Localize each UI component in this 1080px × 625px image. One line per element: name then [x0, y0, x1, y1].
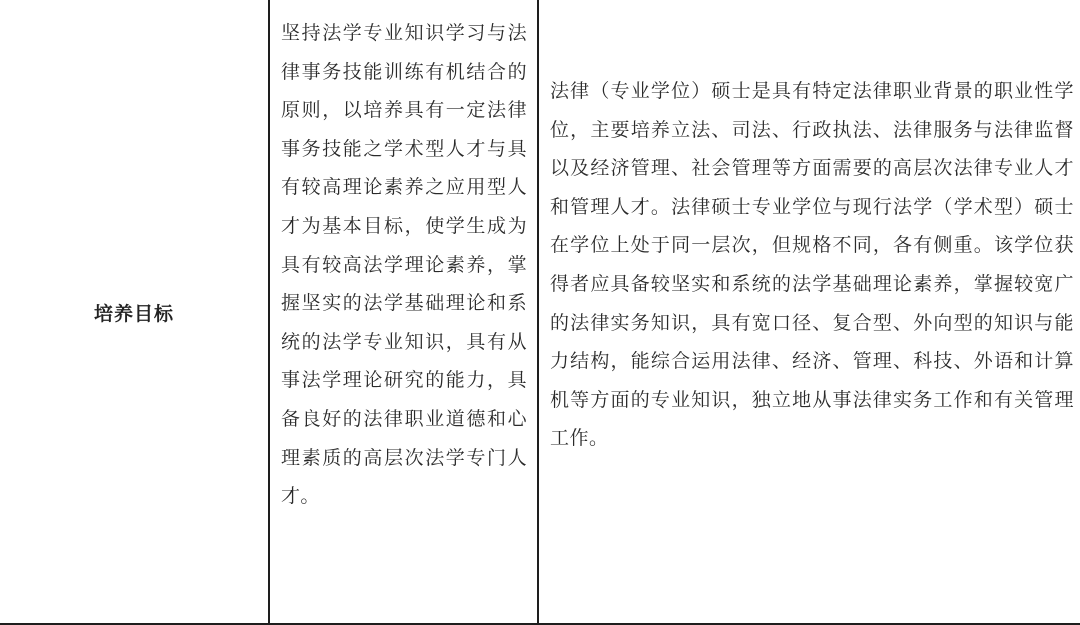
- row-label: 培养目标: [93, 303, 174, 325]
- professional-degree-text: 法律（专业学位）硕士是具有特定法律职业背景的职业性学位，主要培养立法、司法、行政执法、法律服务与法律监督以及经济管理、社会管理等方面需要的高层次法律专业人才和管理人才。法律硕士专业学位与现行法学（学术型）硕士在学位上处于同一层次，但规格不同，各有侧重。该学位获得者应具备较坚实和系统的法学基础理论素养，掌握较宽广的法律实务知识，具有宽口径、复合型、外向型的知识与能力结构，能综合运用法律、经济、管理、科技、外语和计算机等方面的专业知识，独立地从事法律实务工作和有关管理工作。: [550, 80, 1074, 450]
- row-label-cell: [0, 0, 268, 623]
- professional-degree-cell: [539, 0, 1080, 623]
- academic-degree-cell: [268, 0, 539, 623]
- academic-degree-text: 坚持法学专业知识学习与法律事务技能训练有机结合的原则，以培养具有一定法律事务技能之学术型人才与具有较高理论素养之应用型人才为基本目标，使学生成为具有较高法学理论素养，掌握坚实的法学基础理论和系统的法学专业知识，具有从事法学理论研究的能力，具备良好的法律职业道德和心理素质的高层次法学专门人才。: [281, 22, 527, 508]
